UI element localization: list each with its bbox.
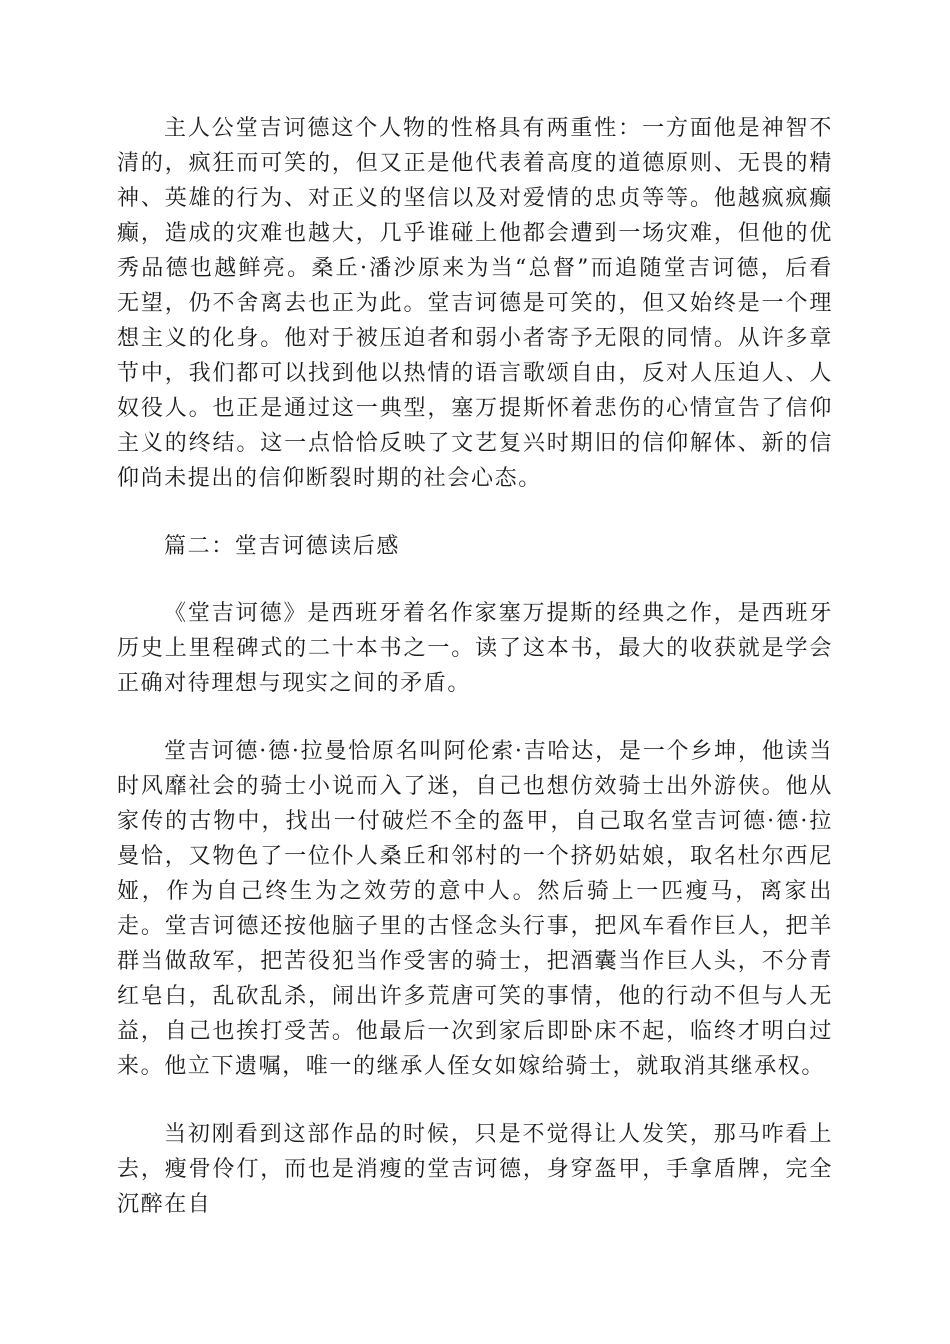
- paragraph-plot-summary: 堂吉诃德·德·拉曼恰原名叫阿伦索·吉哈达，是一个乡坤，他读当时风靡社会的骑士小说而入了迷，自己也想仿效骑士出外游侠。他从家传的古物中，找出一付破烂不全的盔甲，自己取名堂吉诃德·德·拉曼恰，又物色了一位仆人桑丘和邻村的一个挤奶姑娘，取名杜尔西尼娅，作为自己终生为之效劳的意中人。然后骑上一匹瘦马，离家出走。堂吉诃德还按他脑子里的古怪念头行事，把风车看作巨人，把羊群当做敌军，把苦役犯当作受害的骑士，把酒囊当作巨人头，不分青红皂白，乱砍乱杀，闹出许多荒唐可笑的事情，他的行动不但与人无益，自己也挨打受苦。他最后一次到家后即卧床不起，临终才明白过来。他立下遗嘱，唯一的继承人侄女如嫁给骑士，就取消其继承权。: [117, 739, 833, 1079]
- paragraph-introduction: 《堂吉诃德》是西班牙着名作家塞万提斯的经典之作，是西班牙历史上里程碑式的二十本书之一。读了这本书，最大的收获就是学会正确对待理想与现实之间的矛盾。: [117, 601, 833, 696]
- paragraph-first-impression: 当初刚看到这部作品的时候，只是不觉得让人发笑，那马咋看上去，瘦骨伶仃，而也是消瘦的堂吉诃德，身穿盔甲，手拿盾牌，完全沉醉在自: [117, 1122, 833, 1217]
- section-heading: 篇二：堂吉诃德读后感: [164, 534, 401, 559]
- document-body: [117, 111, 833, 1222]
- paragraph-character-analysis: 主人公堂吉诃德这个人物的性格具有两重性：一方面他是神智不清的，疯狂而可笑的，但又正是他代表着高度的道德原则、无畏的精神、英雄的行为、对正义的坚信以及对爱情的忠贞等等。他越疯疯癫癫，造成的灾难也越大，几乎谁碰上他都会遭到一场灾难，但他的优秀品德也越鲜亮。桑丘·潘沙原来为当“总督”而追随堂吉诃德，后看无望，仍不舍离去也正为此。堂吉诃德是可笑的，但又始终是一个理想主义的化身。他对于被压迫者和弱小者寄予无限的同情。从许多章节中，我们都可以找到他以热情的语言歌颂自由，反对人压迫人、人奴役人。也正是通过这一典型，塞万提斯怀着悲伤的心情宣告了信仰主义的终结。这一点恰恰反映了文艺复兴时期旧的信仰解体、新的信仰尚未提出的信仰断裂时期的社会心态。: [117, 116, 833, 491]
